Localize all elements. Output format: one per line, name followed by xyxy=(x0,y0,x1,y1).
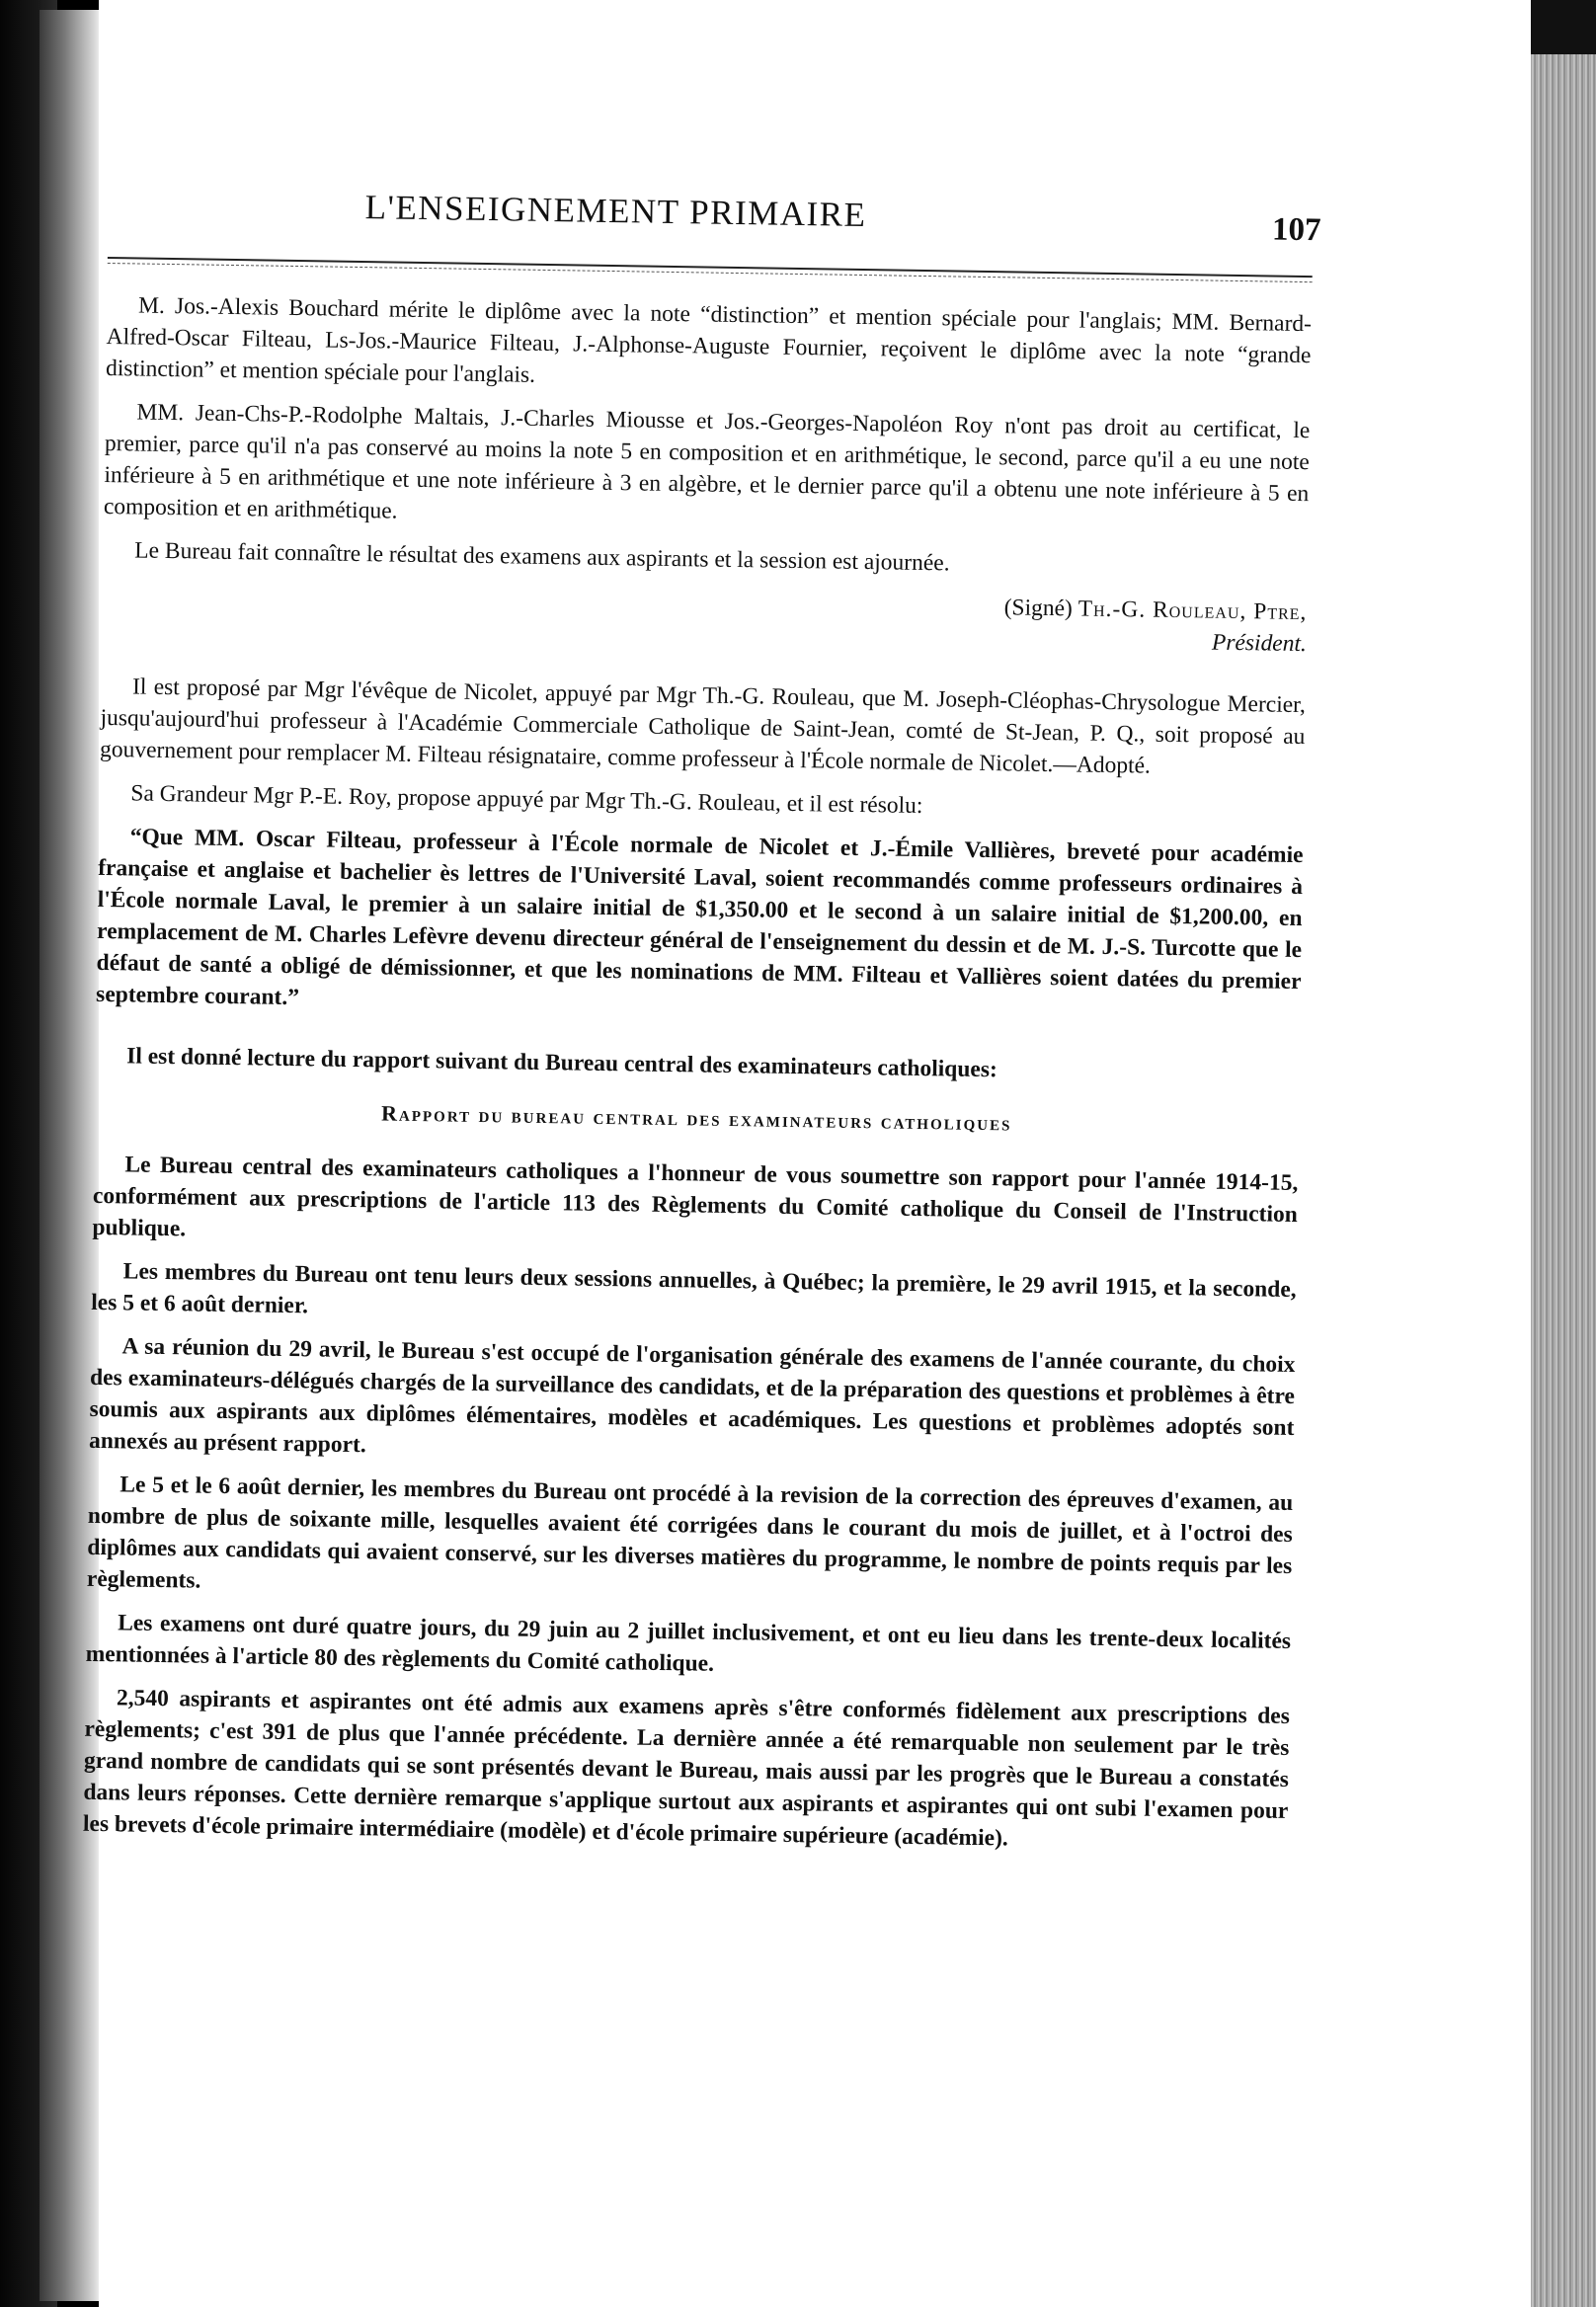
report-paragraph: Le Bureau central des examinateurs catholiques a l'honneur de vous soumettre son rapport pour l'année 1914-15, conformément aux prescriptions de l'article 113 des Règlements du Comité catholique du Conseil de l'Instruction publique. xyxy=(92,1152,1299,1242)
page-number: 107 xyxy=(1271,211,1321,249)
paragraph: M. Jos.-Alexis Bouchard mérite le diplôme avec la note “distinction” et mention spéciale pour l'anglais; MM. Bernard-Alfred-Oscar Filteau, Ls-Jos.-Maurice Filteau, J.-Alphonse-Auguste Fournier, reçoivent le diplôme avec la note “grande distinction” et mention spéciale pour l'anglais. xyxy=(105,292,1313,388)
section-title: Rapport du bureau central des examinateurs catholiques xyxy=(380,1100,1012,1136)
paragraph: MM. Jean-Chs-P.-Rodolphe Maltais, J.-Charles Miousse et Jos.-Georges-Napoléon Roy n'ont pas droit au certificat, le premier, parce qu'il n'a pas conservé au moins la note 5 en composition et en arithmétique, le second, parce qu'il a eu une note inférieure à 5 en arithmétique et une note inférieure à 3 en algèbre, et le dernier parce qu'il a obtenu une note inférieure à 5 en composition et en arithmétique. xyxy=(103,399,1311,524)
paragraph: Sa Grandeur Mgr P.-E. Roy, propose appuyé par Mgr Th.-G. Rouleau, et il est résolu: xyxy=(130,780,923,820)
page-curl-edge xyxy=(40,10,101,2301)
signature-prefix: (Signé) xyxy=(1003,595,1074,622)
report-paragraph: Le 5 et le 6 août dernier, les membres du Bureau ont procédé à la revision de la correction des épreuves d'examen, au nombre de plus de soixante mille, lesquelles avaient été corrigées dans le courant du mois de juillet, et à l'octroi des diplômes aux candidats qui avaient conservé, sur les diverses matières du programme, le nombre de points requis par les règlements. xyxy=(86,1472,1294,1594)
page-content xyxy=(82,188,1321,1870)
stacked-page-edges xyxy=(1531,54,1596,2307)
paragraph: Il est donné lecture du rapport suivant du Bureau central des examinateurs catholiques: xyxy=(125,1043,998,1083)
report-paragraph: A sa réunion du 29 avril, le Bureau s'est occupé de l'organisation générale des examens de l'année courante, du choix des examinateurs-délégués chargés de la surveillance des candidats, et de la préparation des questions et problèmes à être soumis aux aspirants aux diplômes élémentaires, modèles et académiques. Les questions et problèmes adoptés sont annexés au présent rapport. xyxy=(88,1333,1296,1459)
report-paragraph: Les examens ont duré quatre jours, du 29 juin au 2 juillet inclusivement, et ont eu lieu dans les trente-deux localités mentionnées à l'article 80 des règlements du Comité catholique. xyxy=(85,1610,1292,1677)
signature-name: Th.-G. Rouleau, Ptre, xyxy=(1077,596,1308,626)
resolution-quote: “Que MM. Oscar Filteau, professeur à l'École normale de Nicolet et J.-Émile Vallières, breveté pour académie française et anglaise et bachelier ès lettres de l'Université Laval, soient recommandés comme professeurs ordinaires à l'École normale Laval, le premier à un salaire initial de $1,350.00 et le second à un salaire initial de $1,200.00, en remplacement de M. Charles Lefèvre devenu directeur général de l'enseignement du dessin et de M. J.-S. Turcotte que le défaut de santé a obligé de démissionner, et que les nominations de MM. Filteau et Vallières soient datées du premier septembre courant.” xyxy=(95,824,1304,1011)
report-paragraph: 2,540 aspirants et aspirantes ont été admis aux examens après s'être conformés fidèlement aux prescriptions des règlements; c'est 391 de plus que l'année précédente. La dernière année a été remarquable non seulement par le très grand nombre de candidats qui se sont présentés devant le Bureau, mais aussi par les progrès que le Bureau a constatés dans leurs réponses. Cette dernière remarque s'applique surtout aux aspirants et aspirantes qui ont subi l'examen pour les brevets d'école primaire intermédiaire (modèle) et d'école primaire supérieure (académie). xyxy=(82,1685,1291,1852)
report-paragraph: Les membres du Bureau ont tenu leurs deux sessions annuelles, à Québec; la première, le 29 avril 1915, et la seconde, les 5 et 6 août dernier. xyxy=(91,1258,1297,1319)
signature-title: Président. xyxy=(1211,629,1308,658)
paragraph: Le Bureau fait connaître le résultat des examens aux aspirants et la session est ajournée. xyxy=(134,537,950,577)
background-corner xyxy=(1531,0,1596,54)
running-title: L'ENSEIGNEMENT PRIMAIRE xyxy=(364,188,867,235)
paragraph: Il est proposé par Mgr l'évêque de Nicolet, appuyé par Mgr Th.-G. Rouleau, que M. Joseph-Cléophas-Chrysologue Mercier, jusqu'aujourd'hui professeur à l'Académie Commerciale Catholique de Saint-Jean, comté de St-Jean, P. Q., soit proposé au gouvernement pour remplacer M. Filteau résignataire, comme professeur à l'École normale de Nicolet.—Adopté. xyxy=(99,674,1307,779)
